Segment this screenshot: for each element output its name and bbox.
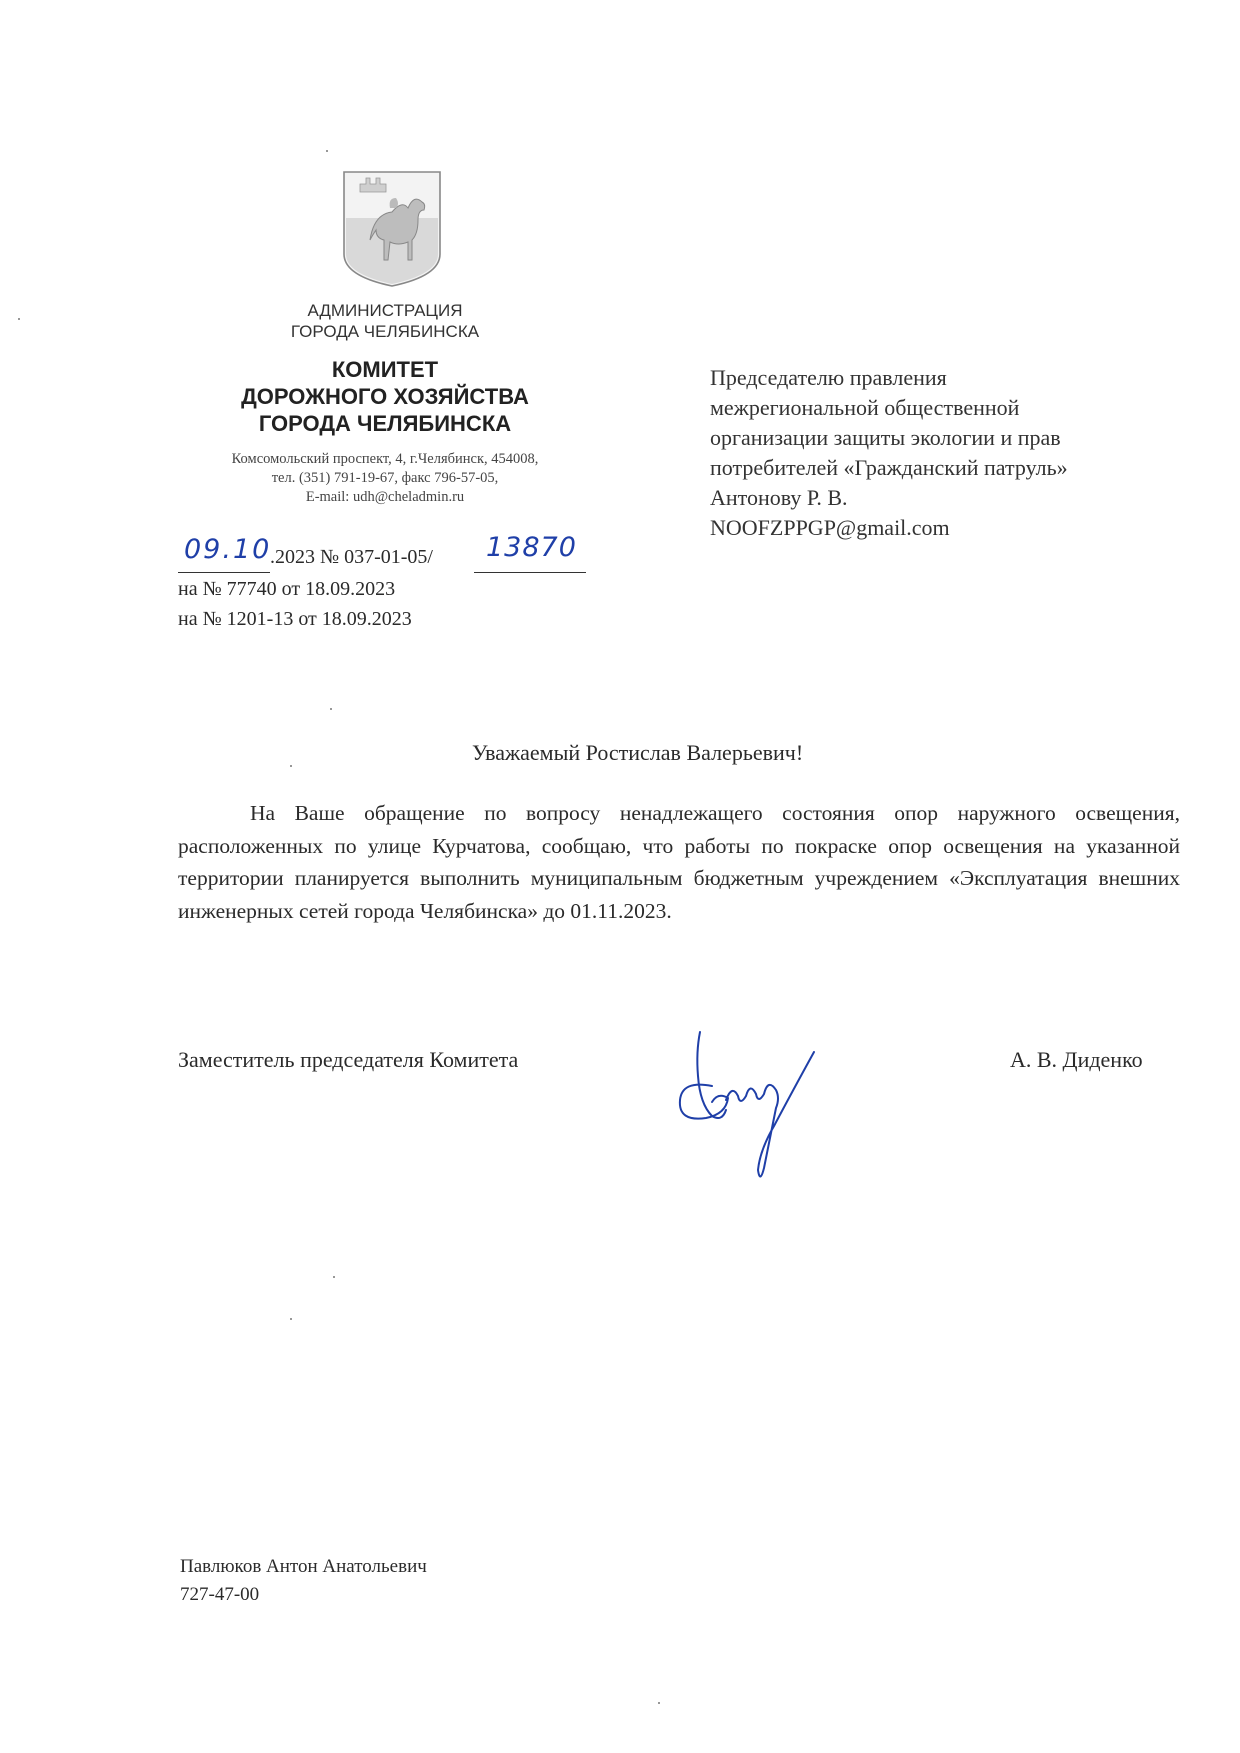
admin-line-2: ГОРОДА ЧЕЛЯБИНСКА — [290, 322, 480, 341]
committee-line-1: КОМИТЕТ — [331, 357, 439, 382]
addressee-block — [710, 363, 1190, 543]
greeting: Уважаемый Ростислав Валерьевич! — [472, 740, 804, 765]
registration-number-handwritten: 13870 — [486, 532, 577, 563]
committee-line-2: ДОРОЖНОГО ХОЗЯЙСТВА — [241, 384, 529, 409]
address-line-1: Комсомольский проспект, 4, г.Челябинск, 454008, — [231, 451, 539, 467]
registration-date-handwritten: 09.10 — [184, 534, 272, 565]
address-email: E-mail: udh@cheladmin.ru — [305, 489, 465, 505]
addressee-email: NOOFZPPGP@gmail.com — [710, 515, 950, 540]
scan-speck — [333, 1276, 335, 1278]
registration-number — [474, 532, 586, 573]
registration-printed: .2023 № 037-01-05/ — [270, 546, 433, 568]
scan-speck — [326, 150, 328, 152]
addressee-name: Антонову Р. В. — [710, 485, 848, 510]
scan-speck — [330, 708, 332, 710]
executor-phone: 727-47-00 — [180, 1584, 260, 1605]
registration-date — [178, 534, 272, 573]
letter-body: На Ваше обращение по вопросу ненадлежащего состояния опор наружного освещения, расположенных по улице Курчатова, сообщаю, что работы по покраске опор освещения на указанной территории планируется выполнить муниципальным бюджетным учреждением «Эксплуатация внешних инженерных сетей города Челябинска» до 01.11.2023. — [178, 801, 1180, 923]
registration-line — [178, 532, 598, 576]
addressee-line-1: Председателю правления — [710, 365, 947, 390]
committee-line-3: ГОРОДА ЧЕЛЯБИНСКА — [258, 411, 512, 436]
addressee-line-4: потребителей «Гражданский патруль» — [710, 455, 1068, 480]
handwritten-signature — [668, 1020, 868, 1180]
signatory-position: Заместитель председателя Комитета — [178, 1047, 519, 1072]
admin-line-1: АДМИНИСТРАЦИЯ — [307, 301, 463, 320]
header-address — [165, 450, 605, 507]
signatory-name: А. В. Диденко — [1010, 1047, 1143, 1072]
scan-speck — [658, 1702, 660, 1704]
header-administration — [220, 300, 550, 342]
addressee-line-3: организации защиты экологии и прав — [710, 425, 1061, 450]
executor-name: Павлюков Антон Анатольевич — [180, 1556, 427, 1577]
chelyabinsk-coat-of-arms-icon — [340, 168, 444, 290]
reference-2: на № 1201-13 от 18.09.2023 — [178, 608, 412, 630]
scan-speck — [290, 765, 292, 767]
scan-speck — [290, 1318, 292, 1320]
addressee-line-2: межрегиональной общественной — [710, 395, 1020, 420]
header-committee — [190, 356, 580, 437]
reference-1: на № 77740 от 18.09.2023 — [178, 578, 396, 600]
scan-speck — [18, 318, 20, 320]
address-line-2: тел. (351) 791-19-67, факс 796-57-05, — [271, 470, 499, 486]
